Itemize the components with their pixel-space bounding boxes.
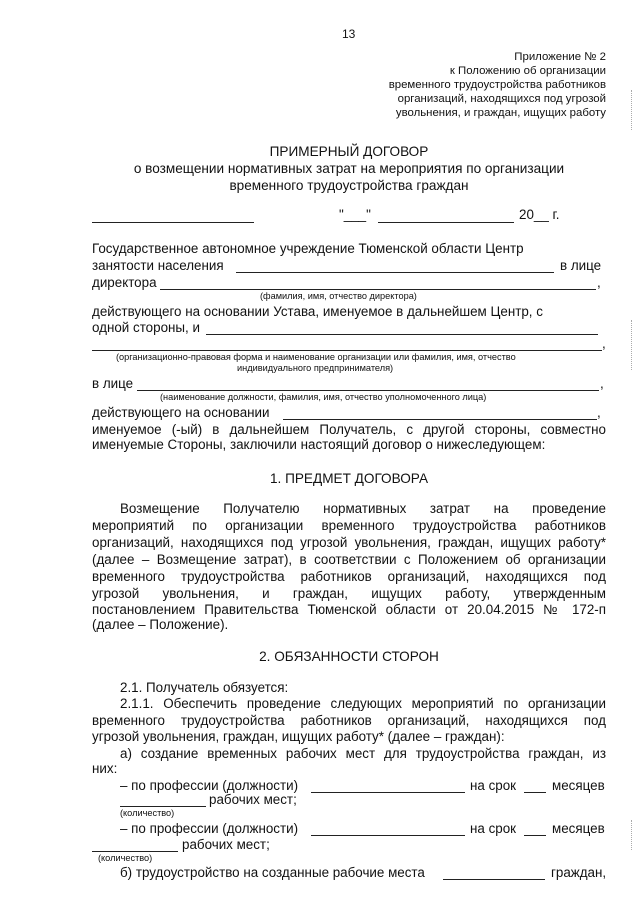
clause-2-1-1-last: угрозой увольнения, граждан, ищущих работу* (далее – граждан): [92, 729, 505, 744]
section-1-line: временного трудоустройства работников организаций, находящихся под [92, 569, 606, 584]
section-1-line: (далее – Возмещение затрат), в соответствии с Положением об организации [92, 552, 606, 567]
doc-title: ПРИМЕРНЫЙ ДОГОВОР [269, 144, 429, 159]
months-label-2: месяцев [552, 821, 605, 836]
party-line-6-comma: , [602, 336, 606, 351]
page-number: 13 [342, 27, 356, 41]
section-1-line: мероприятий по организации временного трудоустройства работников [92, 518, 606, 533]
section-1-heading: 1. ПРЕДМЕТ ДОГОВОРА [269, 471, 429, 486]
clause-b-end: граждан, [551, 865, 607, 880]
appendix-line-1: Приложение № 2 [514, 51, 606, 63]
section-1-line: постановлением Правительства Тюменской области от 20.04.2015 № 172-п [92, 602, 606, 617]
place-blank[interactable] [92, 222, 254, 223]
clause-a-line: а) создание временных рабочих мест для трудоустройства граждан, из [120, 746, 606, 761]
term-label-2: на срок [470, 821, 517, 836]
profession-label-2: – по профессии (должности) [120, 821, 299, 836]
months-label-1: месяцев [552, 778, 605, 793]
scan-edge-mark [631, 90, 636, 130]
party-line-8: действующего на основании [92, 405, 270, 420]
term-blank-2[interactable] [524, 835, 546, 836]
party-line-10: именуемые Стороны, заключили настоящий договор о нижеследующем: [92, 437, 546, 452]
party-line-9: именуемое (-ый) в дальнейшем Получатель, с другой стороны, совместно [92, 422, 606, 437]
clause-2-1-1-line: временного трудоустройства работников организаций, находящихся под [92, 713, 606, 728]
jobs-count-blank-1[interactable] [120, 806, 206, 807]
appendix-line-5: увольнения, и граждан, ищущих работу [395, 107, 606, 119]
party-line-3: директора [92, 275, 157, 290]
month-blank[interactable] [378, 222, 514, 223]
appendix-line-4: организаций, находящихся под угрозой [397, 93, 606, 105]
party-line-2-end: в лице [560, 258, 602, 273]
party-line-3-comma: , [597, 275, 601, 290]
term-label-1: на срок [470, 778, 517, 793]
section-1-line: угрозой увольнения, и граждан, ищущих работу, утвержденным [92, 586, 606, 601]
clause-2-1: 2.1. Получатель обязуется: [120, 680, 289, 695]
jobs-count-blank-2[interactable] [92, 851, 178, 852]
doc-subtitle-2: временного трудоустройства граждан [229, 178, 469, 193]
party-line-4: действующего на основании Устава, именуемое в дальнейшем Центр, с [92, 304, 543, 319]
section-1-last: (далее – Положение). [92, 617, 229, 632]
appendix-line-2: к Положению об организации [449, 65, 606, 77]
quantity-note-2: (количество) [98, 853, 153, 863]
scan-edge-mark [631, 320, 636, 370]
other-party-blank-1[interactable] [206, 334, 598, 335]
party-line-8-comma: , [597, 405, 601, 420]
quantity-note-1: (количество) [120, 808, 175, 818]
section-1-line: Возмещение Получателю нормативных затрат на проведение [120, 501, 606, 516]
center-name-blank[interactable] [236, 272, 554, 273]
note-official: (наименование должности, фамилия, имя, отчество уполномоченного лица) [160, 392, 487, 402]
date-quote: "___" [339, 207, 371, 222]
party-line-7-comma: , [600, 376, 604, 391]
citizens-count-blank[interactable] [443, 879, 545, 880]
section-1-line: организаций, находящихся под угрозой увольнения, граждан, ищущих работу* [92, 535, 606, 550]
clause-b-line: б) трудоустройство на созданные рабочие места [120, 865, 425, 880]
term-blank-1[interactable] [524, 792, 546, 793]
date-year: 20__ г. [519, 207, 560, 222]
official-blank[interactable] [137, 390, 599, 391]
clause-a-last: них: [92, 761, 118, 776]
party-line-1: Государственное автономное учреждение Тюменской области Центр [92, 241, 524, 256]
profession-label-1: – по профессии (должности) [120, 778, 299, 793]
party-line-2: занятости населения [92, 258, 224, 273]
note-org-1: (организационно-правовая форма и наименование организации или фамилия, имя, отчество [116, 352, 516, 362]
jobs-label-2: рабочих мест; [182, 837, 270, 852]
jobs-label-1: рабочих мест; [209, 792, 297, 807]
section-2-heading: 2. ОБЯЗАННОСТИ СТОРОН [259, 649, 439, 664]
basis-blank[interactable] [283, 419, 597, 420]
profession-blank-1[interactable] [311, 792, 465, 793]
director-blank[interactable] [160, 289, 596, 290]
profession-blank-2[interactable] [311, 835, 465, 836]
appendix-line-3: временного трудоустройства работников [388, 79, 606, 91]
note-org-2: индивидуального предпринимателя) [237, 363, 394, 373]
clause-2-1-1-line: 2.1.1. Обеспечить проведение следующих мероприятий по организации [120, 696, 606, 711]
party-line-5: одной стороны, и [92, 320, 200, 335]
doc-subtitle-1: о возмещении нормативных затрат на мероприятия по организации [133, 161, 565, 176]
scan-edge-mark [631, 820, 636, 850]
other-party-blank-2[interactable] [92, 350, 602, 351]
party-line-7: в лице [92, 376, 134, 391]
note-director: (фамилия, имя, отчество директора) [260, 291, 417, 301]
